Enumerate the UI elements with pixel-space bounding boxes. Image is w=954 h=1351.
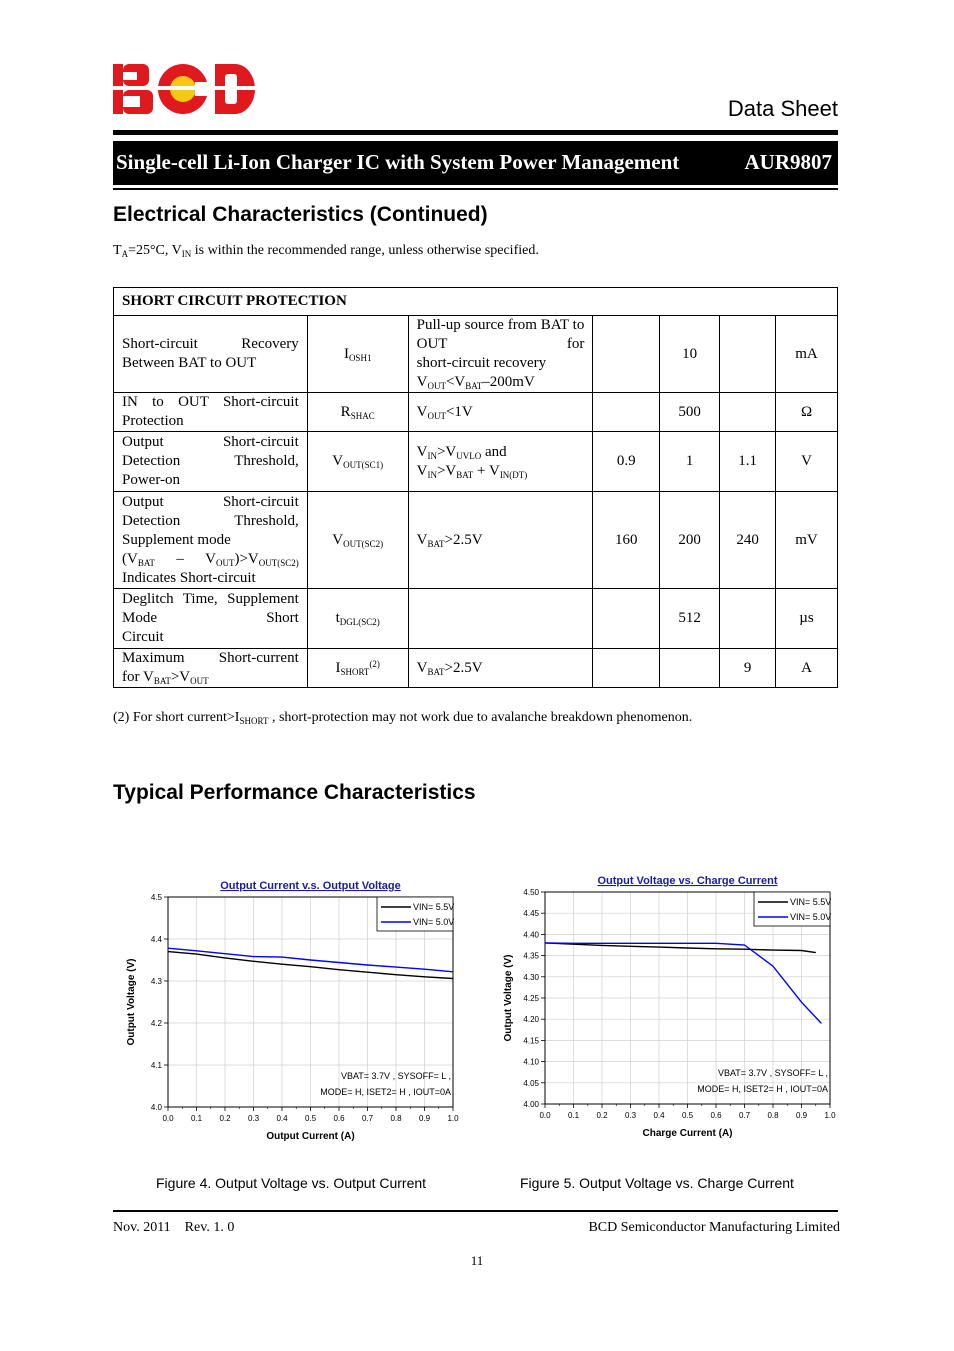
y-tick-label: 4.50 [523,888,539,897]
figure-5-caption: Figure 5. Output Voltage vs. Charge Current [520,1175,794,1191]
max-cell [720,393,776,432]
x-tick-label: 0.3 [247,1114,260,1123]
symbol-cell: $V_{OUT(SC1)}$ [307,432,408,492]
cond-cell: $V_{BAT}>2.5V$ [408,649,593,688]
param-cell: Output Short-circuit Detection Threshold, Power-on [114,432,308,492]
max-cell: 9 [720,649,776,688]
x-tick-label: 1.0 [447,1114,459,1123]
param-cell: Short-circuit Recovery Between BAT to OUT [114,316,308,393]
figure-4-caption: Figure 4. Output Voltage vs. Output Current [156,1175,427,1191]
cond-cell: Pull-up source from BAT to OUT for short-circuit recovery $V_{OUT}<V_{BAT}-200mV$ [408,316,593,393]
part-number: AUR9807 [744,150,832,174]
chart-annotation: MODE= H, ISET2= H , IOUT=0A [320,1087,451,1097]
y-tick-label: 4.45 [523,909,539,919]
typ-cell: 512 [660,589,720,649]
x-tick-label: 1.0 [824,1111,836,1120]
typ-cell: 1 [660,432,720,492]
unit-cell: A [776,649,838,688]
cond-cell: $V_{IN}>V_{UVLO}$ and $V_{IN}>V_{BAT} + V_{IN(DT)}$ [408,432,593,492]
typ-cell: 10 [660,316,720,393]
x-tick-label: 0.2 [596,1111,608,1120]
x-axis-label: Charge Current (A) [642,1128,733,1139]
footnote: (2) For short $current>I_{SHORT}$ , short-protection may not work due to avalanche breakdown phenomenon. [113,710,693,726]
y-tick-label: 4.15 [523,1036,539,1046]
table-row [114,316,838,393]
y-tick-label: 4.1 [150,1061,162,1070]
doc-type-label: Data Sheet [727,96,838,121]
y-tick-label: 4.40 [523,930,539,940]
unit-cell: V [776,432,838,492]
title-bar [113,141,838,185]
table-row [114,393,838,432]
table-row [114,432,838,492]
table-row [114,589,838,649]
y-tick-label: 4.3 [150,977,162,986]
chart-title: Output Voltage vs. Charge Current [597,875,778,887]
symbol-cell: $R_{SHAC}$ [307,393,408,432]
chart-annotation: VBAT= 3.7V , SYSOFF= L , [717,1068,828,1078]
x-tick-label: 0.7 [738,1111,751,1120]
x-tick-label: 0.7 [361,1114,374,1123]
chart-annotation: MODE= H, ISET2= H , IOUT=0A [697,1084,828,1094]
x-tick-label: 0.9 [795,1111,808,1120]
max-cell [720,316,776,393]
param-cell: Maximum Short-current for $V_{BAT}>V_{OUT}$ [114,649,308,688]
series-line-vin-5-0v [545,943,821,1024]
y-tick-label: 4.25 [523,994,539,1003]
x-tick-label: 0.6 [710,1111,722,1120]
cond-cell: $V_{BAT}>2.5V$ [408,492,593,589]
x-tick-label: 0.3 [624,1111,637,1120]
typ-cell: 200 [660,492,720,589]
y-tick-label: 4.4 [150,935,162,944]
min-cell [593,316,660,393]
typ-cell: 500 [660,393,720,432]
table-header: SHORT CIRCUIT PROTECTION [114,288,838,316]
legend-label: VIN= 5.5V [790,897,832,907]
y-tick-label: 4.30 [523,972,539,982]
page-number: 11 [470,1253,484,1268]
chart-output-current-vs-voltage [118,870,468,1150]
x-tick-label: 0.9 [418,1114,431,1123]
x-tick-label: 0.1 [567,1111,580,1120]
y-tick-label: 4.0 [150,1103,162,1112]
x-tick-label: 0.4 [653,1111,665,1120]
short-circuit-table [113,287,838,688]
x-tick-label: 0.5 [681,1111,694,1120]
symbol-cell: $I_{SHORT}^{(2)}$ [307,649,408,688]
unit-cell: µs [776,589,838,649]
x-tick-label: 0.8 [390,1114,402,1123]
table-row [114,649,838,688]
max-cell: 240 [720,492,776,589]
max-cell: 1.1 [720,432,776,492]
max-cell [720,589,776,649]
y-axis-label: Output Voltage (V) [126,958,137,1046]
param-cell: Output Short-circuit Detection Threshold, Supplement mode $(V_{BAT} - V_{OUT})>V_{OUT(SC2)}$ Indicates Short-circuit [114,492,308,589]
legend-label: VIN= 5.0V [413,917,455,927]
y-axis-label: Output Voltage (V) [503,954,514,1042]
x-tick-label: 0.5 [304,1114,317,1123]
title-rule [113,188,838,190]
chart-annotation: VBAT= 3.7V , SYSOFF= L , [340,1071,451,1081]
symbol-cell: $I_{OSH1}$ [307,316,408,393]
min-cell [593,393,660,432]
legend-label: VIN= 5.5V [413,902,455,912]
typ-cell [660,649,720,688]
chart-title: Output Current v.s. Output Voltage [220,880,401,892]
header-rule [113,130,838,135]
min-cell: 160 [593,492,660,589]
chart-voltage-vs-charge-current [490,870,840,1150]
footer-rule [113,1210,838,1212]
y-tick-label: 4.2 [150,1019,162,1028]
x-tick-label: 0.1 [190,1114,203,1123]
table-row [114,492,838,589]
footer-company: BCD Semiconductor Manufacturing Limited [588,1220,840,1235]
x-tick-label: 0.4 [276,1114,288,1123]
doc-title: Single-cell Li-Ion Charger IC with System Power Management [116,150,680,174]
cond-cell [408,589,593,649]
x-tick-label: 0.6 [333,1114,345,1123]
y-tick-label: 4.20 [523,1015,539,1025]
x-tick-label: 0.0 [162,1114,174,1123]
y-tick-label: 4.35 [523,951,539,961]
section-heading-electrical: Electrical Characteristics (Continued) [113,203,488,226]
x-tick-label: 0.0 [539,1111,551,1120]
unit-cell: mA [776,316,838,393]
y-tick-label: 4.05 [523,1078,539,1088]
param-cell: Deglitch Time, Supplement Mode Short Circuit [114,589,308,649]
min-cell [593,589,660,649]
footer-date-rev: Nov. 2011 Rev. 1. 0 [113,1220,235,1235]
min-cell: 0.9 [593,432,660,492]
y-tick-label: 4.5 [150,893,162,902]
bcd-logo [113,64,255,114]
unit-cell: Ω [776,393,838,432]
y-tick-label: 4.10 [523,1057,539,1067]
symbol-cell: $V_{OUT(SC2)}$ [307,492,408,589]
series-line-vin-5-5v [545,943,816,953]
y-tick-label: 4.00 [523,1100,539,1109]
conditions-text: $T_A=25^\circ C$, $V_{IN}$ is within the recommended range, unless otherwise specified. [113,243,539,259]
min-cell [593,649,660,688]
x-tick-label: 0.8 [767,1111,779,1120]
x-axis-label: Output Current (A) [266,1131,355,1142]
cond-cell: $V_{OUT}<1V$ [408,393,593,432]
section-heading-typical: Typical Performance Characteristics [113,781,476,804]
symbol-cell: $t_{DGL(SC2)}$ [307,589,408,649]
param-cell: IN to OUT Short-circuit Protection [114,393,308,432]
unit-cell: mV [776,492,838,589]
x-tick-label: 0.2 [219,1114,231,1123]
legend-label: VIN= 5.0V [790,912,832,922]
